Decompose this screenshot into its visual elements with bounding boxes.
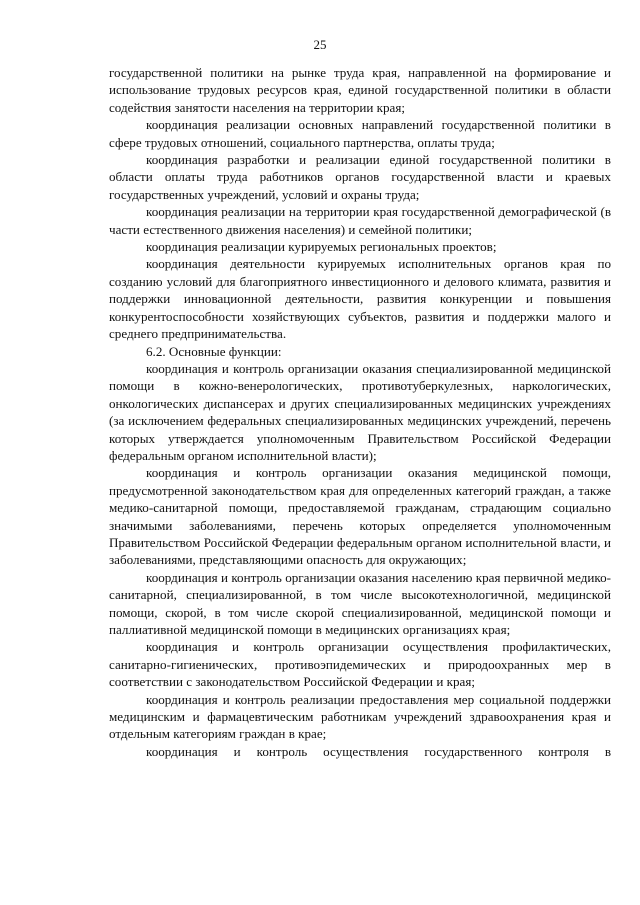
paragraph: координация и контроль реализации предоставления мер социальной поддержки медицинским и фармацевтическим работникам учреждений здравоохранения края и отдельным категориям граждан в крае; — [109, 691, 611, 742]
paragraph: координация реализации основных направлений государственной политики в сфере трудовых отношений, социального партнерства, оплаты труда; — [109, 117, 611, 150]
paragraph: координация и контроль организации оказания медицинской помощи, предусмотренной законодательством края для определенных категорий граждан, а также медико-санитарной помощи, предоставляемой гражданам, страдающим социально значимыми заболеваниями, перечень которых определяется уполномоченным Правительством Российской Федерации федеральным органом исполнительной власти, и заболеваниями, представляющими опасность для окружающих; — [109, 465, 611, 568]
paragraph: координация разработки и реализации единой государственной политики в области оплаты труда работников органов государственной власти и краевых государственных учреждений, условий и охраны труда; — [109, 152, 611, 202]
page-number: 25 — [313, 37, 327, 52]
paragraph: координация и контроль организации осуществления профилактических, санитарно-гигиенических, противоэпидемических и природоохранных мер в соответствии с законодательством Российской Федерации и края; — [109, 639, 611, 690]
paragraph: координация и контроль организации оказания специализированной медицинской помощи в кожно-венерологических, противотуберкулезных, наркологических, онкологических диспансерах и других специализированных медицинских учреждениях (за исключением федеральных специализированных медицинских учреждений, перечень которых утверждается уполномоченным Правительством Российской Федерации федеральным органом исполнительной власти); — [109, 360, 611, 463]
paragraph: координация и контроль организации оказания населению края первичной медико-санитарной, специализированной, в том числе высокотехнологичной, медицинской помощи, скорой, в том числе скорой специализированной, медицинской помощи и паллиативной медицинской помощи в медицинских организациях края; — [109, 569, 611, 637]
paragraph-continuation: государственной политики на рынке труда края, направленной на формирование и использование трудовых ресурсов края, единой государственной политики в области содействия занятости населения на территории края; — [109, 65, 611, 115]
document-body — [109, 64, 611, 760]
paragraph-truncated: координация и контроль осуществления государственного контроля в — [146, 743, 611, 759]
section-heading: 6.2. Основные функции: — [146, 343, 282, 359]
paragraph: координация реализации курируемых региональных проектов; — [146, 239, 497, 255]
paragraph: координация деятельности курируемых исполнительных органов края по созданию условий для благоприятного инвестиционного и делового климата, развития и поддержки инновационной деятельности, развития конкуренции и повышения конкурентоспособности хозяйствующих субъектов, развития и поддержки малого и среднего предпринимательства. — [109, 256, 611, 342]
paragraph: координация реализации на территории края государственной демографической (в части естественного движения населения) и семейной политики; — [109, 204, 611, 237]
